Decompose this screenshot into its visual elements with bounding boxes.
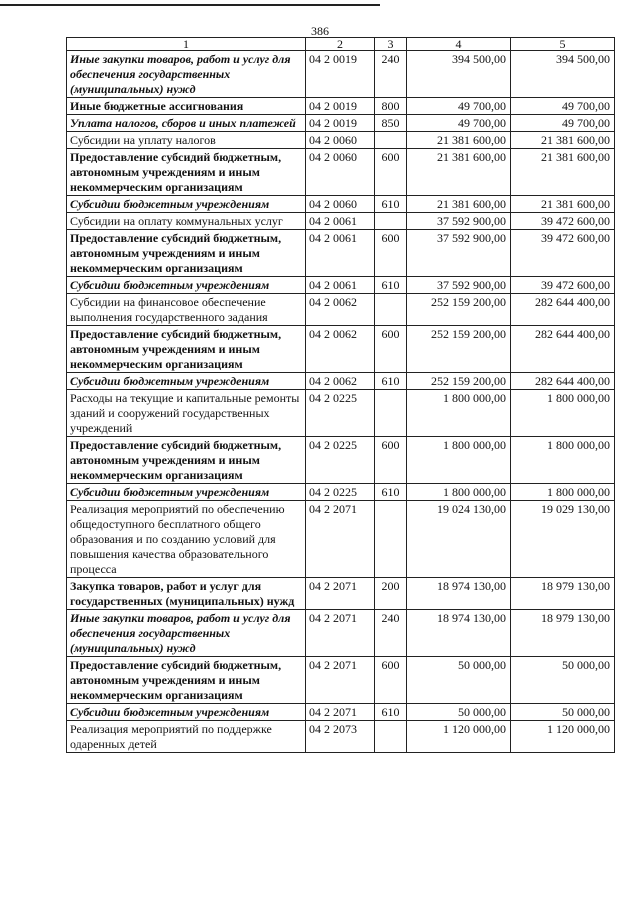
row-amount-2-cell: 1 120 000,00 (511, 721, 615, 753)
row-amount-2-cell: 50 000,00 (511, 657, 615, 704)
row-name-cell: Иные бюджетные ассигнования (67, 98, 306, 115)
row-name-cell: Предоставление субсидий бюджетным, автономным учреждениям и иным некоммерческим организациям (67, 230, 306, 277)
row-code-cell: 04 2 0062 (306, 373, 375, 390)
row-amount-1-cell: 18 974 130,00 (407, 610, 511, 657)
row-amount-1-cell: 37 592 900,00 (407, 277, 511, 294)
header-col-1: 1 (67, 38, 306, 51)
row-amount-2-cell: 1 800 000,00 (511, 437, 615, 484)
table-row (67, 721, 615, 753)
row-amount-1-cell: 37 592 900,00 (407, 213, 511, 230)
header-col-3: 3 (375, 38, 407, 51)
row-code-cell: 04 2 0060 (306, 196, 375, 213)
row-type-cell (375, 721, 407, 753)
row-type-cell: 610 (375, 373, 407, 390)
table-row (67, 230, 615, 277)
row-amount-1-cell: 394 500,00 (407, 51, 511, 98)
row-name-cell: Предоставление субсидий бюджетным, автономным учреждениям и иным некоммерческим организациям (67, 437, 306, 484)
row-type-cell (375, 294, 407, 326)
row-name-cell: Субсидии на финансовое обеспечение выполнения государственного задания (67, 294, 306, 326)
row-code-cell: 04 2 2071 (306, 610, 375, 657)
table-row (67, 277, 615, 294)
row-name-cell: Расходы на текущие и капитальные ремонты зданий и сооружений государственных учреждений (67, 390, 306, 437)
row-type-cell (375, 213, 407, 230)
table-row (67, 484, 615, 501)
row-name-cell: Иные закупки товаров, работ и услуг для обеспечения государственных (муниципальных) нужд (67, 610, 306, 657)
header-row (67, 38, 615, 51)
row-amount-2-cell: 282 644 400,00 (511, 326, 615, 373)
row-type-cell: 240 (375, 610, 407, 657)
row-amount-1-cell: 19 024 130,00 (407, 501, 511, 578)
header-col-4: 4 (407, 38, 511, 51)
row-amount-1-cell: 252 159 200,00 (407, 326, 511, 373)
table-row (67, 149, 615, 196)
row-type-cell (375, 501, 407, 578)
row-amount-2-cell: 1 800 000,00 (511, 390, 615, 437)
row-name-cell: Субсидии бюджетным учреждениям (67, 373, 306, 390)
row-type-cell: 610 (375, 196, 407, 213)
header-col-5: 5 (511, 38, 615, 51)
row-amount-1-cell: 1 800 000,00 (407, 437, 511, 484)
row-name-cell: Предоставление субсидий бюджетным, автономным учреждениям и иным некоммерческим организациям (67, 657, 306, 704)
row-type-cell: 600 (375, 657, 407, 704)
row-code-cell: 04 2 0019 (306, 51, 375, 98)
row-type-cell: 610 (375, 277, 407, 294)
row-type-cell: 200 (375, 578, 407, 610)
table-row (67, 578, 615, 610)
row-amount-2-cell: 49 700,00 (511, 98, 615, 115)
row-amount-1-cell: 1 120 000,00 (407, 721, 511, 753)
row-code-cell: 04 2 2071 (306, 578, 375, 610)
row-amount-2-cell: 21 381 600,00 (511, 132, 615, 149)
table-row (67, 115, 615, 132)
row-code-cell: 04 2 2071 (306, 501, 375, 578)
row-amount-2-cell: 1 800 000,00 (511, 484, 615, 501)
table-row (67, 98, 615, 115)
table-row (67, 610, 615, 657)
table-row (67, 196, 615, 213)
row-amount-2-cell: 39 472 600,00 (511, 213, 615, 230)
row-amount-1-cell: 18 974 130,00 (407, 578, 511, 610)
row-type-cell (375, 132, 407, 149)
row-code-cell: 04 2 0062 (306, 294, 375, 326)
row-amount-2-cell: 39 472 600,00 (511, 230, 615, 277)
page-number: 386 (311, 24, 329, 38)
row-amount-2-cell: 50 000,00 (511, 704, 615, 721)
budget-table (66, 37, 615, 753)
row-code-cell: 04 2 0062 (306, 326, 375, 373)
row-name-cell: Реализация мероприятий по обеспечению общедоступного бесплатного общего образования и по созданию условий для повышения качества образовательного процесса (67, 501, 306, 578)
table-row (67, 437, 615, 484)
row-name-cell: Субсидии на оплату коммунальных услуг (67, 213, 306, 230)
row-amount-2-cell: 49 700,00 (511, 115, 615, 132)
row-code-cell: 04 2 2073 (306, 721, 375, 753)
row-amount-2-cell: 282 644 400,00 (511, 373, 615, 390)
row-amount-1-cell: 21 381 600,00 (407, 149, 511, 196)
row-amount-1-cell: 50 000,00 (407, 704, 511, 721)
row-type-cell (375, 390, 407, 437)
row-name-cell: Закупка товаров, работ и услуг для государственных (муниципальных) нужд (67, 578, 306, 610)
table-row (67, 390, 615, 437)
row-code-cell: 04 2 0225 (306, 484, 375, 501)
table-row (67, 657, 615, 704)
row-amount-1-cell: 1 800 000,00 (407, 390, 511, 437)
row-code-cell: 04 2 0060 (306, 132, 375, 149)
table-row (67, 132, 615, 149)
row-amount-2-cell: 18 979 130,00 (511, 610, 615, 657)
row-name-cell: Предоставление субсидий бюджетным, автономным учреждениям и иным некоммерческим организациям (67, 326, 306, 373)
row-type-cell: 600 (375, 149, 407, 196)
row-amount-1-cell: 1 800 000,00 (407, 484, 511, 501)
row-amount-2-cell: 21 381 600,00 (511, 196, 615, 213)
row-code-cell: 04 2 0060 (306, 149, 375, 196)
row-name-cell: Субсидии бюджетным учреждениям (67, 196, 306, 213)
table-row (67, 326, 615, 373)
row-type-cell: 610 (375, 484, 407, 501)
row-amount-1-cell: 49 700,00 (407, 115, 511, 132)
table-row (67, 704, 615, 721)
row-amount-1-cell: 21 381 600,00 (407, 132, 511, 149)
row-amount-2-cell: 39 472 600,00 (511, 277, 615, 294)
row-amount-1-cell: 50 000,00 (407, 657, 511, 704)
table-row (67, 501, 615, 578)
top-rule (0, 4, 380, 6)
row-amount-1-cell: 49 700,00 (407, 98, 511, 115)
row-type-cell: 240 (375, 51, 407, 98)
row-amount-1-cell: 252 159 200,00 (407, 373, 511, 390)
row-code-cell: 04 2 0019 (306, 98, 375, 115)
row-amount-1-cell: 252 159 200,00 (407, 294, 511, 326)
row-name-cell: Реализация мероприятий по поддержке одаренных детей (67, 721, 306, 753)
header-col-2: 2 (306, 38, 375, 51)
row-code-cell: 04 2 0019 (306, 115, 375, 132)
row-name-cell: Субсидии бюджетным учреждениям (67, 484, 306, 501)
row-type-cell: 600 (375, 230, 407, 277)
row-type-cell: 600 (375, 437, 407, 484)
budget-table-body (67, 38, 615, 753)
row-amount-2-cell: 18 979 130,00 (511, 578, 615, 610)
table-row (67, 373, 615, 390)
row-type-cell: 600 (375, 326, 407, 373)
row-type-cell: 610 (375, 704, 407, 721)
row-amount-2-cell: 394 500,00 (511, 51, 615, 98)
row-code-cell: 04 2 0061 (306, 230, 375, 277)
table-row (67, 213, 615, 230)
row-code-cell: 04 2 2071 (306, 704, 375, 721)
row-type-cell: 800 (375, 98, 407, 115)
row-amount-2-cell: 21 381 600,00 (511, 149, 615, 196)
table-row (67, 51, 615, 98)
row-code-cell: 04 2 2071 (306, 657, 375, 704)
row-name-cell: Субсидии на уплату налогов (67, 132, 306, 149)
row-amount-1-cell: 21 381 600,00 (407, 196, 511, 213)
row-code-cell: 04 2 0061 (306, 213, 375, 230)
row-name-cell: Уплата налогов, сборов и иных платежей (67, 115, 306, 132)
row-code-cell: 04 2 0061 (306, 277, 375, 294)
table-row (67, 294, 615, 326)
row-amount-1-cell: 37 592 900,00 (407, 230, 511, 277)
row-type-cell: 850 (375, 115, 407, 132)
row-name-cell: Предоставление субсидий бюджетным, автономным учреждениям и иным некоммерческим организациям (67, 149, 306, 196)
row-amount-2-cell: 282 644 400,00 (511, 294, 615, 326)
row-name-cell: Субсидии бюджетным учреждениям (67, 277, 306, 294)
row-amount-2-cell: 19 029 130,00 (511, 501, 615, 578)
row-name-cell: Иные закупки товаров, работ и услуг для обеспечения государственных (муниципальных) нужд (67, 51, 306, 98)
row-name-cell: Субсидии бюджетным учреждениям (67, 704, 306, 721)
row-code-cell: 04 2 0225 (306, 437, 375, 484)
row-code-cell: 04 2 0225 (306, 390, 375, 437)
